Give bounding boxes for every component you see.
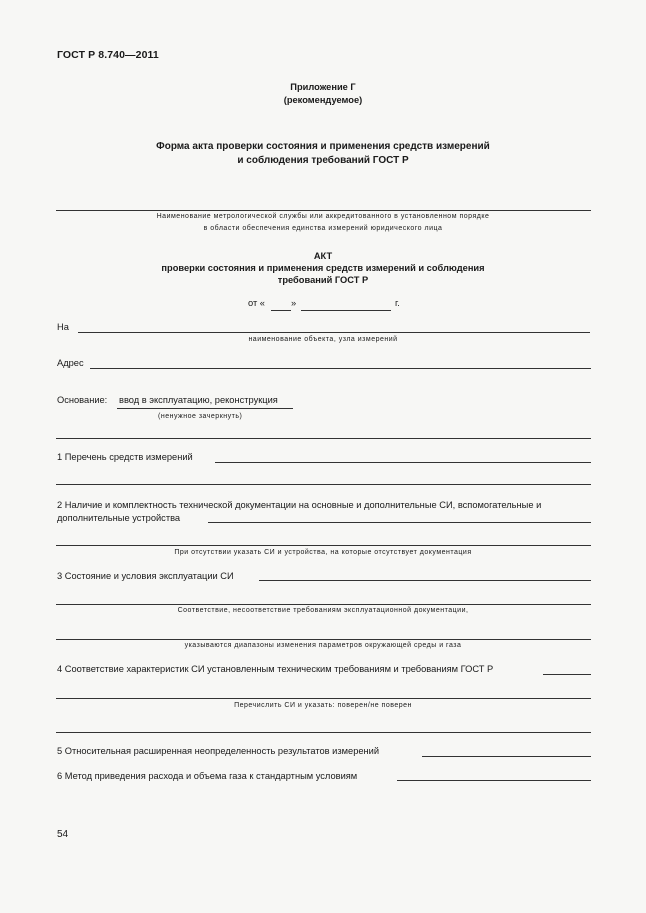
item6-field[interactable] xyxy=(397,780,591,781)
item5-label: 5 Относительная расширенная неопределенность результатов измерений xyxy=(57,746,380,756)
date-suffix: г. xyxy=(395,298,400,308)
page-number: 54 xyxy=(57,829,69,840)
date-prefix: от « xyxy=(248,298,265,308)
basis-hint: (ненужное зачеркнуть) xyxy=(158,413,243,420)
date-month-field[interactable] xyxy=(301,310,391,311)
item3-field-3[interactable] xyxy=(56,639,591,640)
date-mid: » xyxy=(291,298,297,308)
item4-label: 4 Соответствие характеристик СИ установленным техническим требованиям и требованиям ГОСТ Р xyxy=(57,664,494,674)
item4-field-2[interactable] xyxy=(56,698,591,699)
act-title-line1: проверки состояния и применения средств измерений и соблюдения xyxy=(161,263,485,273)
basis-underline xyxy=(117,408,293,409)
item5-field[interactable] xyxy=(422,756,591,757)
na-label: На xyxy=(57,322,69,332)
na-hint: наименование объекта, узла измерений xyxy=(248,336,398,343)
date-day-field[interactable] xyxy=(271,310,291,311)
item3-hint1: Соответствие, несоответствие требованиям эксплуатационной документации, xyxy=(177,607,469,614)
standard-header: ГОСТ Р 8.740—2011 xyxy=(57,49,159,61)
act-title: АКТ xyxy=(313,251,333,261)
basis-value[interactable]: ввод в эксплуатацию, реконструкция xyxy=(119,395,278,405)
item2-field[interactable] xyxy=(208,522,591,523)
item2-hint: При отсутствии указать СИ и устройства, на которые отсутствует документация xyxy=(174,549,472,556)
item4-hint: Перечислить СИ и указать: поверен/не поверен xyxy=(234,702,412,709)
item3-label: 3 Состояние и условия эксплуатации СИ xyxy=(57,571,234,581)
form-title-line1: Форма акта проверки состояния и применения средств измерений xyxy=(156,141,490,152)
item1-label: 1 Перечень средств измерений xyxy=(57,452,193,462)
item2-field-2[interactable] xyxy=(56,545,591,546)
appendix-title: Приложение Г xyxy=(290,82,356,92)
blank-line-3[interactable] xyxy=(56,732,591,733)
blank-line-1[interactable] xyxy=(56,438,591,439)
blank-line-2[interactable] xyxy=(56,484,591,485)
item3-field[interactable] xyxy=(259,580,591,581)
item2-line1: 2 Наличие и комплектность технической документации на основные и дополнительные СИ, вспомогательные и xyxy=(57,500,542,510)
address-field[interactable] xyxy=(90,368,591,369)
item3-hint2: указываются диапазоны изменения параметров окружающей среды и газа xyxy=(184,642,462,649)
item6-label: 6 Метод приведения расхода и объема газа к стандартным условиям xyxy=(57,771,358,781)
item3-field-2[interactable] xyxy=(56,604,591,605)
basis-label: Основание: xyxy=(57,395,108,405)
org-hint-line2: в области обеспечения единства измерений юридического лица xyxy=(203,225,443,232)
act-title-line2: требований ГОСТ Р xyxy=(277,275,369,285)
item1-field[interactable] xyxy=(215,462,591,463)
na-field[interactable] xyxy=(78,332,590,333)
appendix-subtitle: (рекомендуемое) xyxy=(283,95,363,105)
address-label: Адрес xyxy=(57,358,84,368)
org-name-line[interactable] xyxy=(56,210,591,211)
form-title-line2: и соблюдения требований ГОСТ Р xyxy=(237,155,409,166)
item2-line2: дополнительные устройства xyxy=(57,513,181,523)
org-hint-line1: Наименование метрологической службы или аккредитованного в установленном порядке xyxy=(156,213,490,220)
item4-field[interactable] xyxy=(543,674,591,675)
